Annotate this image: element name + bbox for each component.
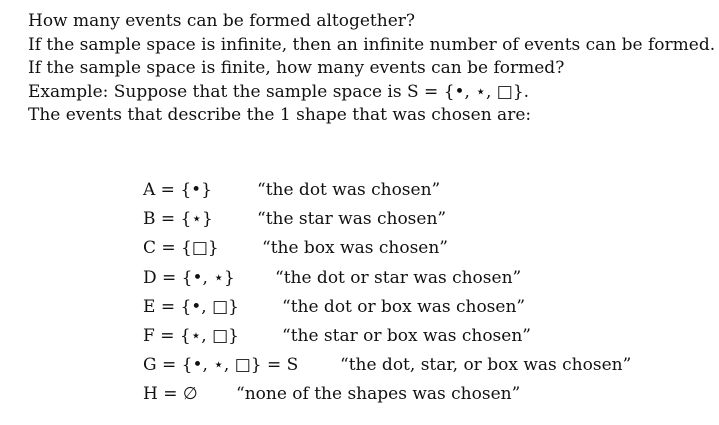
- event-set-h: H = ∅: [143, 384, 198, 405]
- intro-line-4: Example: Suppose that the sample space is S = {•, ⋆, □}.: [28, 81, 530, 102]
- event-desc-d: “the dot or star was chosen”: [275, 267, 522, 288]
- event-set-e: E = {•, □}: [143, 296, 239, 317]
- event-desc-b: “the star was chosen”: [257, 209, 447, 230]
- intro-line-1: How many events can be formed altogether?: [28, 11, 415, 31]
- intro-line-3: If the sample space is finite, how many events can be formed?: [28, 58, 565, 78]
- event-list: [143, 176, 703, 410]
- event-row-f: [143, 322, 703, 351]
- event-row-g: [143, 351, 703, 380]
- event-row-c: [143, 234, 703, 263]
- event-desc-c: “the box was chosen”: [262, 238, 448, 259]
- event-set-d: D = {•, ⋆}: [143, 267, 235, 288]
- intro-line-2: If the sample space is infinite, then an infinite number of events can be formed.: [28, 34, 716, 55]
- event-row-a: [143, 176, 703, 205]
- event-set-g: G = {•, ⋆, □} = S: [143, 355, 299, 376]
- event-desc-g: “the dot, star, or box was chosen”: [340, 355, 632, 376]
- event-set-b: B = {⋆}: [143, 209, 213, 230]
- event-desc-a: “the dot was chosen”: [257, 180, 441, 200]
- event-desc-e: “the dot or box was chosen”: [282, 296, 526, 317]
- event-set-c: C = {□}: [143, 238, 219, 259]
- event-row-d: [143, 264, 703, 293]
- event-row-e: [143, 293, 703, 322]
- event-desc-f: “the star or box was chosen”: [282, 325, 531, 346]
- intro-line-5: The events that describe the 1 shape that was chosen are:: [28, 105, 532, 125]
- event-row-h: [143, 380, 703, 409]
- event-set-f: F = {⋆, □}: [143, 325, 239, 346]
- event-set-a: A = {•}: [143, 180, 212, 200]
- event-desc-h: “none of the shapes was chosen”: [236, 384, 521, 405]
- event-row-b: [143, 205, 703, 234]
- intro-text: [28, 10, 716, 128]
